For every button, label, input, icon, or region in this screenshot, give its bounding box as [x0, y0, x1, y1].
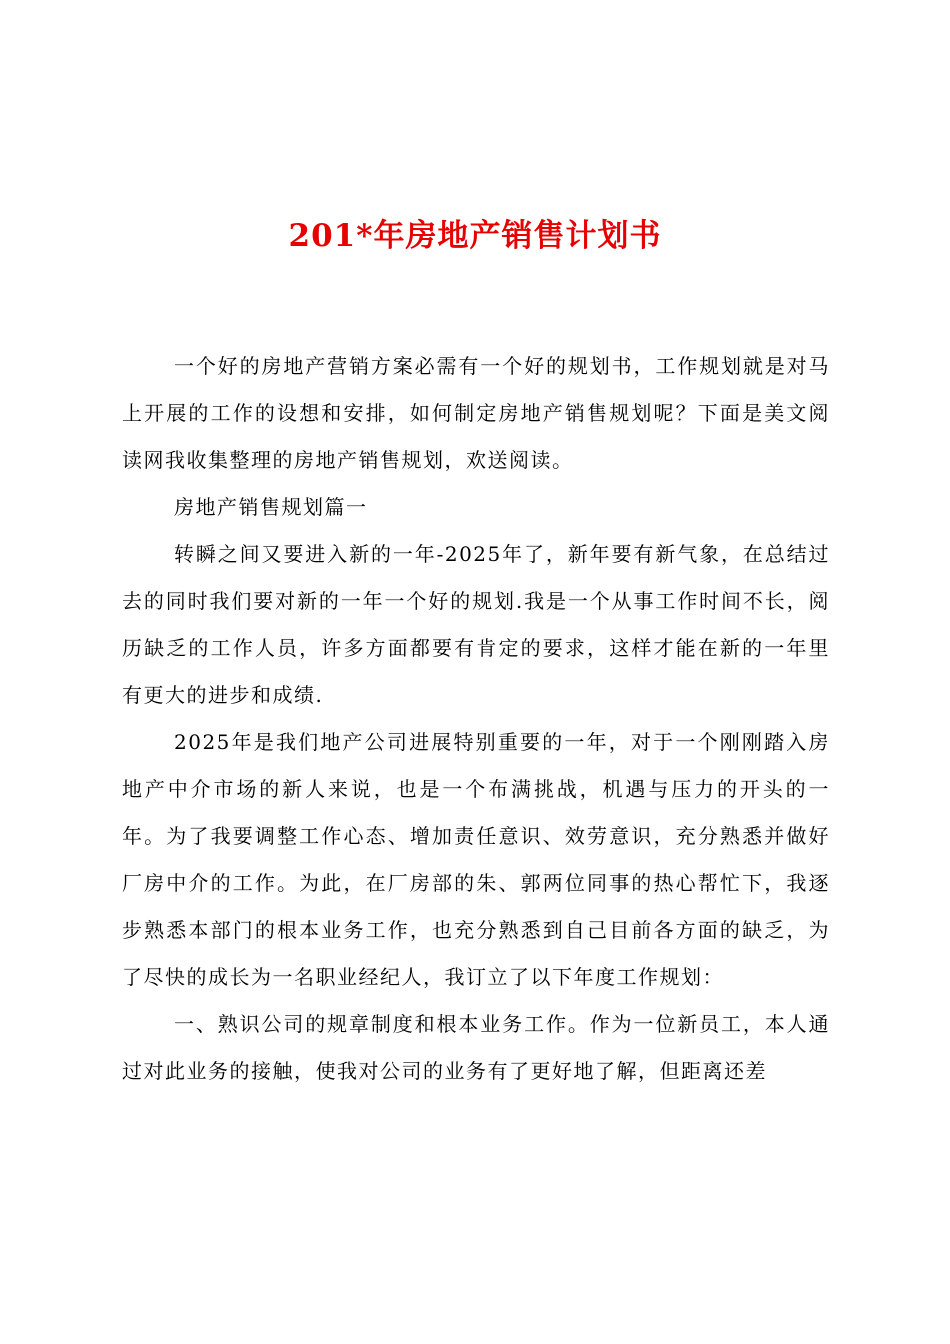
document-body	[122, 343, 830, 1095]
body-paragraph: 2025年是我们地产公司进展特别重要的一年，对于一个刚刚踏入房地产中介市场的新人来说，也是一个布满挑战，机遇与压力的开头的一年。为了我要调整工作心态、增加责任意识、效劳意识，充分熟悉并做好厂房中介的工作。为此，在厂房部的朱、郭两位同事的热心帮忙下，我逐步熟悉本部门的根本业务工作，也充分熟悉到自己目前各方面的缺乏，为了尽快的成长为一名职业经纪人，我订立了以下年度工作规划：	[122, 730, 830, 989]
intro-paragraph: 一个好的房地产营销方案必需有一个好的规划书，工作规划就是对马上开展的工作的设想和安排，如何制定房地产销售规划呢？下面是美文阅读网我收集整理的房地产销售规划，欢送阅读。	[122, 354, 830, 472]
body-paragraph: 转瞬之间又要进入新的一年-2025年了，新年要有新气象，在总结过去的同时我们要对新的一年一个好的规划.我是一个从事工作时间不长，阅历缺乏的工作人员，许多方面都要有肯定的要求，这样才能在新的一年里有更大的进步和成绩.	[122, 542, 830, 707]
body-paragraph: 一、熟识公司的规章制度和根本业务工作。作为一位新员工，本人通过对此业务的接触，使我对公司的业务有了更好地了解，但距离还差	[122, 1012, 830, 1083]
section-heading: 房地产销售规划篇一	[174, 495, 368, 519]
document-title: 201*年房地产销售计划书	[288, 218, 662, 254]
